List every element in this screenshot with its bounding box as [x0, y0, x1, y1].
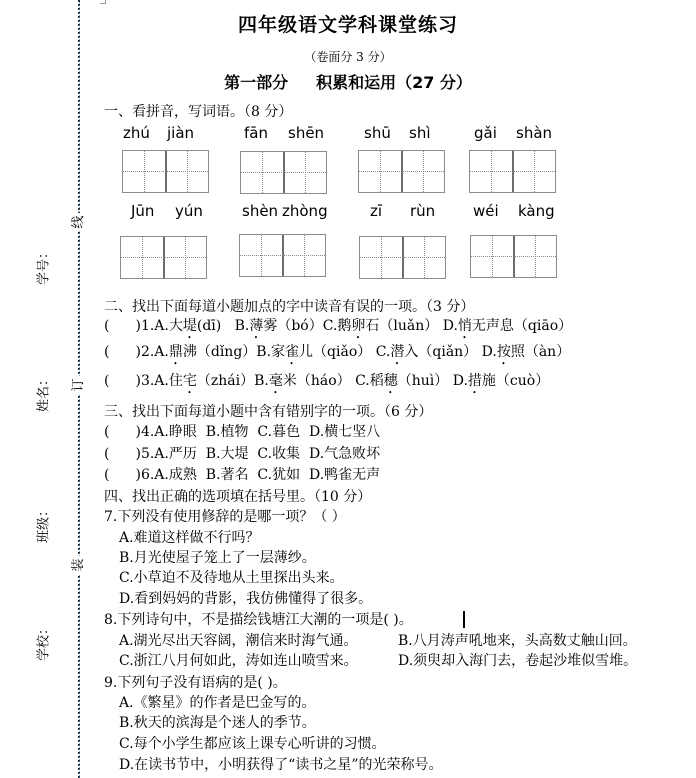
- school-label: 学校：: [36, 622, 52, 662]
- q7-option-d: D.看到妈妈的背影，我仿佛懂得了很多。: [119, 591, 373, 607]
- question-row: [104, 343, 570, 368]
- option-d: D.气急败坏: [309, 446, 381, 462]
- grid-guide-line: [121, 257, 206, 258]
- q9-option-c: C.每个小学生都应该上课专心听讲的习惯。: [119, 736, 386, 752]
- option-b: B.植物: [205, 424, 249, 440]
- q8-option-b: B.八月涛声吼地来，头高数丈触山回。: [398, 633, 637, 649]
- part-title-number: 第一部分: [224, 73, 289, 92]
- binding-char-ding: 订: [70, 376, 88, 394]
- pinyin: yún: [175, 202, 203, 220]
- grid-guide-line: [359, 171, 444, 172]
- dotted-char: 雀: [285, 344, 300, 360]
- text-fragment: （bó）: [277, 318, 323, 334]
- grid-guide-line: [241, 172, 326, 173]
- text-fragment: C.: [355, 373, 370, 389]
- pinyin: rùn: [410, 202, 436, 220]
- question-row: [104, 445, 380, 463]
- option-a: A.睁眼: [154, 424, 197, 440]
- text-fragment: 家: [271, 344, 286, 360]
- q8-option-c: C.浙江八月何如此，涛如连山喷雪来。: [119, 653, 358, 669]
- part-title-name: 积累和运用（27 分）: [316, 73, 472, 92]
- answer-grid[interactable]: [359, 236, 446, 279]
- text-fragment: 住: [168, 373, 183, 389]
- section3-heading: 三、找出下面每道小题中含有错别字的一项。（6 分）: [104, 404, 433, 420]
- pinyin: shèn: [242, 202, 279, 220]
- pinyin: zī: [370, 202, 383, 220]
- pinyin: shì: [409, 124, 431, 142]
- grid-guide-line: [470, 171, 555, 172]
- answer-grid[interactable]: [122, 150, 209, 193]
- question-row: [104, 466, 380, 484]
- student-name-label: 姓名：: [36, 373, 52, 413]
- answer-grid[interactable]: [358, 150, 445, 193]
- answer-paren-close: ): [135, 373, 141, 389]
- answer-grid[interactable]: [240, 151, 327, 194]
- dotted-char: 潜: [390, 344, 405, 360]
- page-title: 四年级语文学科课堂练习: [237, 14, 458, 36]
- answer-paren-open[interactable]: (: [104, 373, 110, 389]
- part-title: [0, 70, 696, 93]
- text-fragment: （àn）: [524, 344, 571, 360]
- q7-stem: 7.下列没有使用修辞的是哪一项？（ ）: [104, 509, 346, 525]
- text-fragment: 大: [168, 318, 183, 334]
- page-corner-mark: [100, 0, 106, 4]
- class-label: 班级：: [36, 504, 52, 544]
- dotted-char: 措: [467, 373, 482, 389]
- section4-heading: 四、找出正确的选项填在括号里。（10 分）: [104, 489, 372, 505]
- grid-guide-line: [360, 257, 445, 258]
- dotted-char: 悄: [457, 318, 472, 334]
- answer-paren-open[interactable]: (: [104, 467, 110, 483]
- text-fragment: B.: [256, 344, 272, 360]
- text-fragment: 沸: [182, 344, 197, 360]
- question-row: [104, 317, 572, 342]
- text-fragment: D.: [481, 344, 497, 360]
- student-id-label: 学号：: [36, 246, 52, 286]
- question-row: [104, 372, 549, 397]
- answer-paren-open[interactable]: (: [104, 318, 110, 334]
- text-fragment: 6.: [140, 467, 155, 483]
- pinyin: fān: [244, 124, 268, 142]
- pinyin: jiàn: [167, 124, 195, 142]
- text-fragment: 施: [481, 373, 496, 389]
- text-fragment: 石: [365, 318, 380, 334]
- dotted-char: 鼎: [168, 344, 183, 360]
- dotted-char: 堤: [182, 318, 197, 334]
- text-fragment: C.: [375, 344, 391, 360]
- q8-option-a: A.湖光尽出天容阔，潮信来时海气通。: [119, 633, 358, 649]
- pinyin: shū: [364, 124, 391, 142]
- text-fragment: ): [135, 424, 141, 440]
- page-subtitle: （卷面分 3 分）: [304, 50, 392, 64]
- text-fragment: （háo）: [296, 373, 351, 389]
- text-fragment: ): [135, 467, 141, 483]
- text-fragment: （qiǎn）: [418, 344, 478, 360]
- dotted-char: 薄: [249, 318, 264, 334]
- section1-heading: 一、看拼音，写词语。（8 分）: [104, 104, 293, 120]
- text-fragment: 4.: [140, 424, 155, 440]
- text-fragment: （dǐng）: [196, 344, 257, 360]
- q8-option-d: D.须臾却入海门去，卷起沙堆似雪堆。: [398, 653, 638, 669]
- q7-option-b: B.月光使屋子笼上了一层薄纱。: [119, 550, 316, 566]
- answer-paren-close: ): [135, 318, 141, 334]
- text-fragment: A.: [154, 318, 169, 334]
- text-fragment: (dī): [196, 318, 222, 334]
- pinyin: Jūn: [131, 202, 155, 220]
- q7-option-c: C.小草迫不及待地从土里探出头来。: [119, 570, 344, 586]
- option-c: C.犹如: [257, 467, 301, 483]
- option-b: B.大堤: [205, 446, 249, 462]
- question-row: [104, 423, 380, 441]
- q9-stem: 9.下列句子没有语病的是( )。: [104, 675, 287, 691]
- q7-option-a: A.难道这样做不行吗？: [119, 530, 260, 546]
- text-fragment: （luǎn）: [379, 318, 439, 334]
- text-fragment: C.: [322, 318, 338, 334]
- option-d: D.鸭雀无声: [309, 467, 381, 483]
- answer-paren-open[interactable]: (: [104, 344, 110, 360]
- pinyin: wéi: [473, 202, 499, 220]
- text-fragment: 米: [282, 373, 297, 389]
- pinyin: kàng: [518, 202, 555, 220]
- text-fragment: （qiāo）: [513, 318, 573, 334]
- text-fragment: 稻: [369, 373, 384, 389]
- binding-char-zhuang: 装: [70, 556, 88, 574]
- dotted-char: 按: [496, 344, 511, 360]
- grid-guide-line: [240, 255, 325, 256]
- text-cursor: [463, 611, 465, 628]
- text-fragment: 儿: [299, 344, 314, 360]
- option-a: A.严历: [154, 446, 197, 462]
- question-number: 3.: [140, 373, 155, 389]
- option-c: C.暮色: [257, 424, 301, 440]
- grid-guide-line: [123, 171, 208, 172]
- dotted-char: 毫: [268, 373, 283, 389]
- q9-option-b: B.秋天的滨海是个迷人的季节。: [119, 715, 316, 731]
- dotted-char: 卵: [351, 318, 366, 334]
- option-b: B.著名: [205, 467, 249, 483]
- pinyin: shàn: [516, 124, 553, 142]
- q9-option-d: D.在读书节中，小明获得了“读书之星”的光荣称号。: [119, 757, 443, 773]
- text-fragment: B.: [234, 318, 250, 334]
- answer-grid[interactable]: [470, 235, 557, 278]
- section2-heading: 二、找出下面每道小题加点的字中读音有误的一项。（3 分）: [104, 299, 475, 315]
- q9-option-a: A.《繁星》的作者是巴金写的。: [119, 695, 316, 711]
- text-fragment: 雾: [263, 318, 278, 334]
- option-c: C.收集: [257, 446, 301, 462]
- answer-paren-close: ): [135, 344, 141, 360]
- dotted-char: 穗: [383, 373, 398, 389]
- text-fragment: 鹅: [337, 318, 352, 334]
- answer-grid[interactable]: [120, 236, 207, 279]
- text-fragment: A.: [154, 373, 169, 389]
- text-fragment: D.: [442, 318, 458, 334]
- text-fragment: （cuò）: [495, 373, 550, 389]
- pinyin: zhòng: [282, 202, 328, 220]
- pinyin: zhú: [123, 124, 150, 142]
- answer-grid[interactable]: [469, 150, 556, 193]
- text-fragment: B.: [254, 373, 269, 389]
- text-fragment: 入: [404, 344, 419, 360]
- pinyin: shēn: [288, 124, 325, 142]
- answer-paren-open[interactable]: (: [104, 446, 110, 462]
- question-number: 2.: [140, 344, 155, 360]
- text-fragment: ): [135, 446, 141, 462]
- q8-stem: 8.下列诗句中，不是描绘钱塘江大潮的一项是( )。: [104, 612, 413, 628]
- grid-guide-line: [471, 256, 556, 257]
- text-fragment: 无声息: [471, 318, 514, 334]
- text-fragment: （zhái）: [196, 373, 255, 389]
- option-d: D.横七坚八: [309, 424, 381, 440]
- dotted-char: 宅: [182, 373, 197, 389]
- answer-paren-open[interactable]: (: [104, 424, 110, 440]
- pinyin: gǎi: [474, 124, 497, 142]
- text-fragment: D.: [452, 373, 468, 389]
- text-fragment: （qiǎo）: [313, 344, 372, 360]
- question-number: 1.: [140, 318, 155, 334]
- binding-char-xian: 线: [70, 213, 88, 231]
- text-fragment: 5.: [140, 446, 155, 462]
- option-a: A.成熟: [154, 467, 197, 483]
- answer-grid[interactable]: [239, 234, 326, 277]
- text-fragment: （huì）: [397, 373, 449, 389]
- text-fragment: A.: [154, 344, 169, 360]
- text-fragment: 照: [510, 344, 525, 360]
